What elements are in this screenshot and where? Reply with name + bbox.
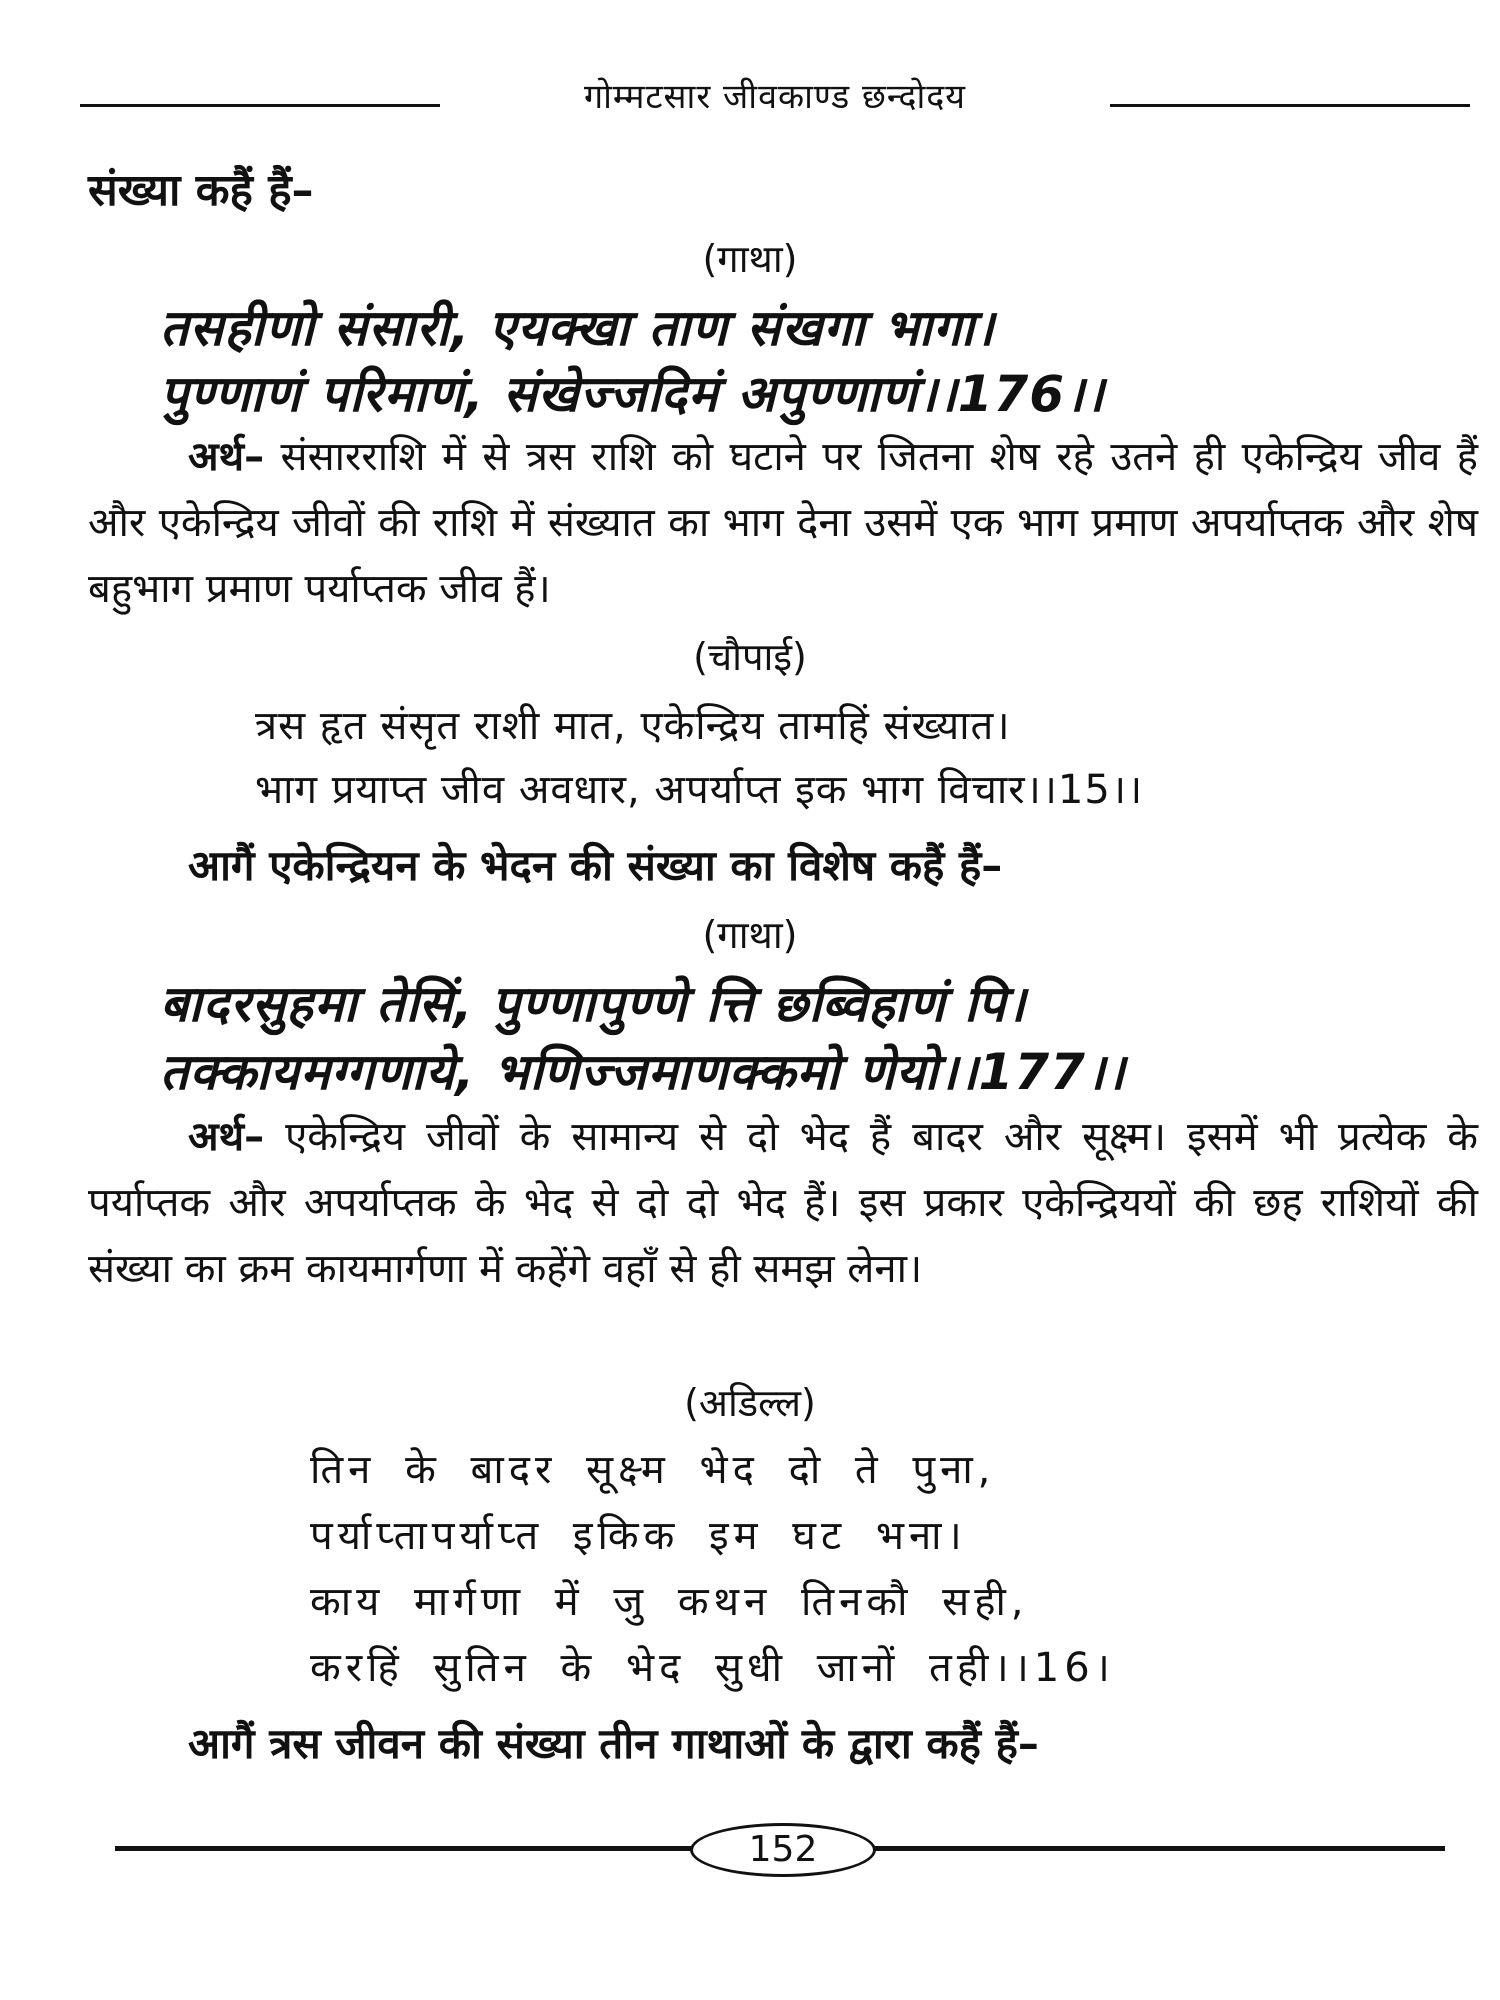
page-number: 152: [690, 1823, 876, 1877]
section-heading-ekendriya: आगैं एकेन्द्रियन के भेदन की संख्या का विशेष कहैं हैं–: [188, 841, 1003, 890]
label-gatha: (गाथा): [702, 913, 798, 957]
adill-16-line-1: तिन के बादर सूक्ष्म भेद दो ते पुना,: [310, 1447, 996, 1493]
artha-paragraph-2: [88, 1104, 1478, 1302]
artha-paragraph-1: [88, 424, 1478, 622]
adill-16-line-4: करहिं सुतिन के भेद सुधी जानों तही।।16।: [310, 1645, 1115, 1691]
page-footer: [115, 1818, 1445, 1878]
label-chaupai: (चौपाई): [693, 635, 807, 679]
header-rule-right: [1110, 104, 1470, 107]
gatha-176-line-2: पुण्णाणं परिमाणं, संखेज्जदिमं अपुण्णाणं।।176।।: [160, 365, 1105, 423]
running-header: [80, 72, 1470, 132]
chaupai-15-line-2: भाग प्रयाप्त जीव अवधार, अपर्याप्त इक भाग विचार।।15।।: [255, 767, 1144, 813]
footer-rule-right: [860, 1846, 1445, 1851]
book-title: गोम्मटसार जीवकाण्ड छन्दोदय: [583, 77, 967, 117]
label-adill: (अडिल्ल): [684, 1381, 816, 1425]
header-rule-left: [80, 104, 440, 107]
gatha-176-line-1: तसहीणो संसारी, एयक्खा ताण संखगा भागा।: [160, 299, 995, 357]
section-heading-tras: आगैं त्रस जीवन की संख्या तीन गाथाओं के द्वारा कहैं हैं–: [188, 1719, 1039, 1768]
section-heading-sankhya: संख्या कहैं हैं–: [88, 165, 314, 216]
artha-label: अर्थ–: [188, 1114, 265, 1160]
label-gatha: (गाथा): [702, 237, 798, 281]
chaupai-15-line-1: त्रस हृत संसृत राशी मात, एकेन्द्रिय तामहिं संख्यात।: [255, 703, 1011, 749]
adill-16-line-3: काय मार्गणा में जु कथन तिनकौ सही,: [310, 1579, 1029, 1625]
adill-16-line-2: पर्याप्तापर्याप्त इकिक इम घट भना।: [310, 1513, 967, 1559]
artha-text: एकेन्द्रिय जीवों के सामान्य से दो भेद हैं बादर और सूक्ष्म। इसमें भी प्रत्येक के पर्याप्तक और अपर्याप्तक के भेद से दो दो भेद हैं। इस प्रकार एकेन्द्रिययों की छह राशियों की संख्या का क्रम कायमार्गणा में कहेंगे वहाँ से ही समझ लेना।: [88, 1114, 1478, 1292]
footer-rule-left: [115, 1846, 700, 1851]
artha-text: संसारराशि में से त्रस राशि को घटाने पर जितना शेष रहे उतने ही एकेन्द्रिय जीव हैं और एकेन्द्रिय जीवों की राशि में संख्यात का भाग देना उसमें एक भाग प्रमाण अपर्याप्तक और शेष बहुभाग प्रमाण पर्याप्तक जीव हैं।: [88, 434, 1479, 612]
gatha-177-line-1: बादरसुहमा तेसिं, पुण्णापुण्णे त्ति छब्विहाणं पि।: [160, 975, 1027, 1033]
artha-label: अर्थ–: [188, 434, 265, 480]
gatha-177-line-2: तक्कायमग्गणाये, भणिज्जमाणक्कमो णेयो।।177।।: [160, 1043, 1126, 1101]
